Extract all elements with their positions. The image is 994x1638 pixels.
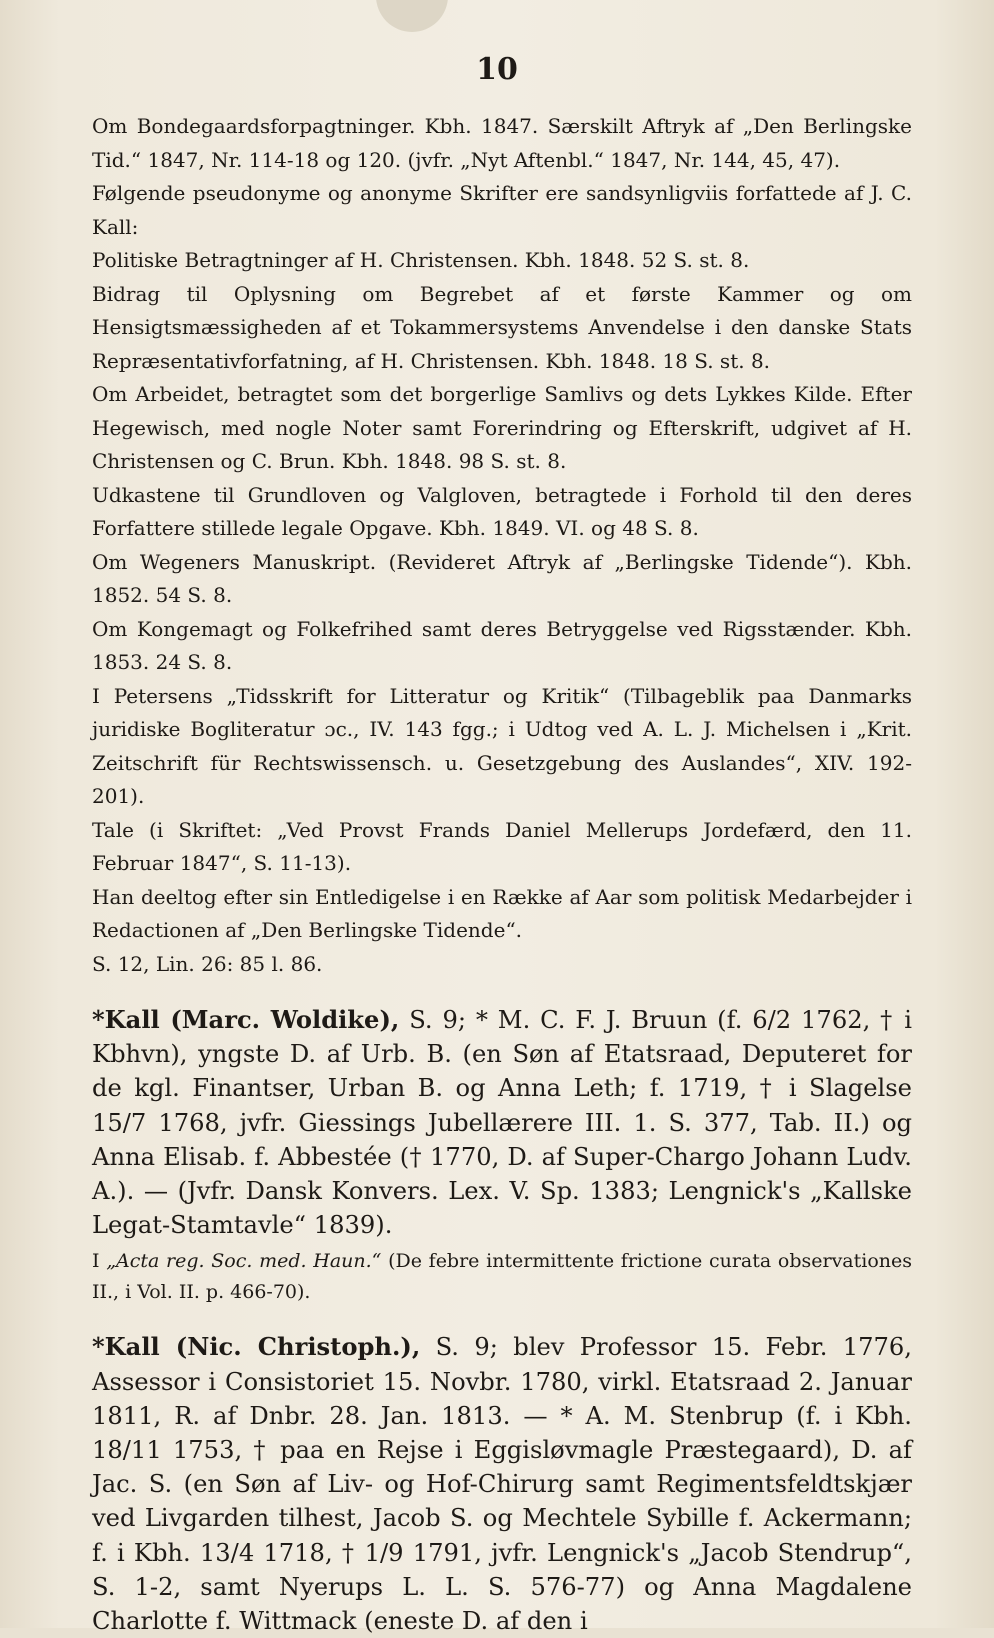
paragraph-petersens: I Petersens „Tidsskrift for Litteratur og Kritik“ (Tilbageblik paa Danmarks juridiske Bogliteratur ɔc., IV. 143 fgg.; i Udtog ved A. L. J. Michelsen i „Krit. Zeitschrift für Rechtswissensch. u. Gesetzgebung des Auslandes“, XIV. 192-201). <box>92 683 912 808</box>
paragraph-kongemagt: Om Kongemagt og Folkefrihed samt deres Betryggelse ved Rigsstænder. Kbh. 1853. 24 S. 8. <box>92 616 912 674</box>
note-prefix: I <box>92 1250 107 1273</box>
paragraph-tale: Tale (i Skriftet: „Ved Provst Frands Daniel Mellerups Jordefærd, den 11. Februar 1847“, S. 11-13). <box>92 817 912 875</box>
page-body <box>92 110 912 1638</box>
entry-kall-marc <box>92 1003 912 1242</box>
entry-body: S. 9; * M. C. F. J. Bruun (f. 6/2 1762, † i Kbhvn), yngste D. af Urb. B. (en Søn af Etatsraad, Deputeret for de kgl. Finantser, Urban B. og Anna Leth; f. 1719, † i Slagelse 15/7 1768, jvfr. Giessings Jubellærere III. 1. S. 377, Tab. II.) og Anna Elisab. f. Abbestée († 1770, D. af Super-Chargo Johann Ludv. A.). — (Jvfr. Dansk Konvers. Lex. V. Sp. 1383; Lengnick's „Kallske Legat-Stamtavle“ 1839). <box>92 1006 913 1240</box>
paragraph-wegeners: Om Wegeners Manuskript. (Revideret Aftryk af „Berlingske Tidende“). Kbh. 1852. 54 S. 8. <box>92 549 912 607</box>
paragraph-bondegaard: Om Bondegaardsforpagtninger. Kbh. 1847. Særskilt Aftryk af „Den Berlingske Tid.“ 1847, Nr. 114-18 og 120. (jvfr. „Nyt Aftenbl.“ 1847, Nr. 144, 45, 47). <box>92 114 912 172</box>
note-title: „Acta reg. Soc. med. Haun.“ <box>106 1250 382 1273</box>
entry-heading: *Kall (Marc. Woldike), <box>92 1005 400 1034</box>
note-body: (De febre intermittente frictione curata observationes II., i Vol. II. p. 466-70). <box>92 1250 913 1304</box>
note-acta <box>92 1246 912 1308</box>
paragraph-politiske: Politiske Betragtninger af H. Christensen. Kbh. 1848. 52 S. st. 8. <box>92 248 750 272</box>
paragraph-arbeidet: Om Arbeidet, betragtet som det borgerlige Samlivs og dets Lykkes Kilde. Efter Hegewisch, med nogle Noter samt Forerindring og Efterskrift, udgivet af H. Christensen og C. Brun. Kbh. 1848. 98 S. st. 8. <box>92 382 912 473</box>
page-number: 10 <box>476 52 518 87</box>
entry-body: S. 9; blev Professor 15. Febr. 1776, Assessor i Consistoriet 15. Novbr. 1780, virkl. Etatsraad 2. Januar 1811, R. af Dnbr. 28. Jan. 1813. — * A. M. Stenbrup (f. i Kbh. 18/11 1753, † paa en Rejse i Eggisløvmagle Præstegaard), D. af Jac. S. (en Søn af Liv- og Hof-Chirurg samt Regimentsfeldtskjær ved Livgarden tilhest, Jacob S. og Mechtele Sybille f. Ackermann; f. i Kbh. 13/4 1718, † 1/9 1791, jvfr. Lengnick's „Jacob Stendrup“, S. 1-2, samt Nyerups L. L. S. 576-77) og Anna Magdalene Charlotte f. Wittmack (eneste D. af den i <box>92 1333 912 1636</box>
entry-kall-nic <box>92 1330 912 1638</box>
paragraph-pseudonyme: Følgende pseudonyme og anonyme Skrifter ere sandsynligviis forfattede af J. C. Kall: <box>92 181 912 239</box>
paragraph-bidrag: Bidrag til Oplysning om Begrebet af et første Kammer og om Hensigtsmæssigheden af et Tokammersystems Anvendelse i den danske Stats Repræsentativforfatning, af H. Christensen. Kbh. 1848. 18 S. st. 8. <box>92 281 912 373</box>
paragraph-udkastene: Udkastene til Grundloven og Valgloven, betragtede i Forhold til den deres Forfattere stillede legale Opgave. Kbh. 1849. VI. og 48 S. 8. <box>92 482 912 540</box>
page-edge-mark <box>376 0 448 32</box>
entry-heading: *Kall (Nic. Christoph.), <box>92 1332 421 1362</box>
paragraph-erratum: S. 12, Lin. 26: 85 l. 86. <box>92 951 323 976</box>
paragraph-redactionen: Han deeltog efter sin Entledigelse i en Række af Aar som politisk Medarbejder i Redactionen af „Den Berlingske Tidende“. <box>92 884 912 942</box>
